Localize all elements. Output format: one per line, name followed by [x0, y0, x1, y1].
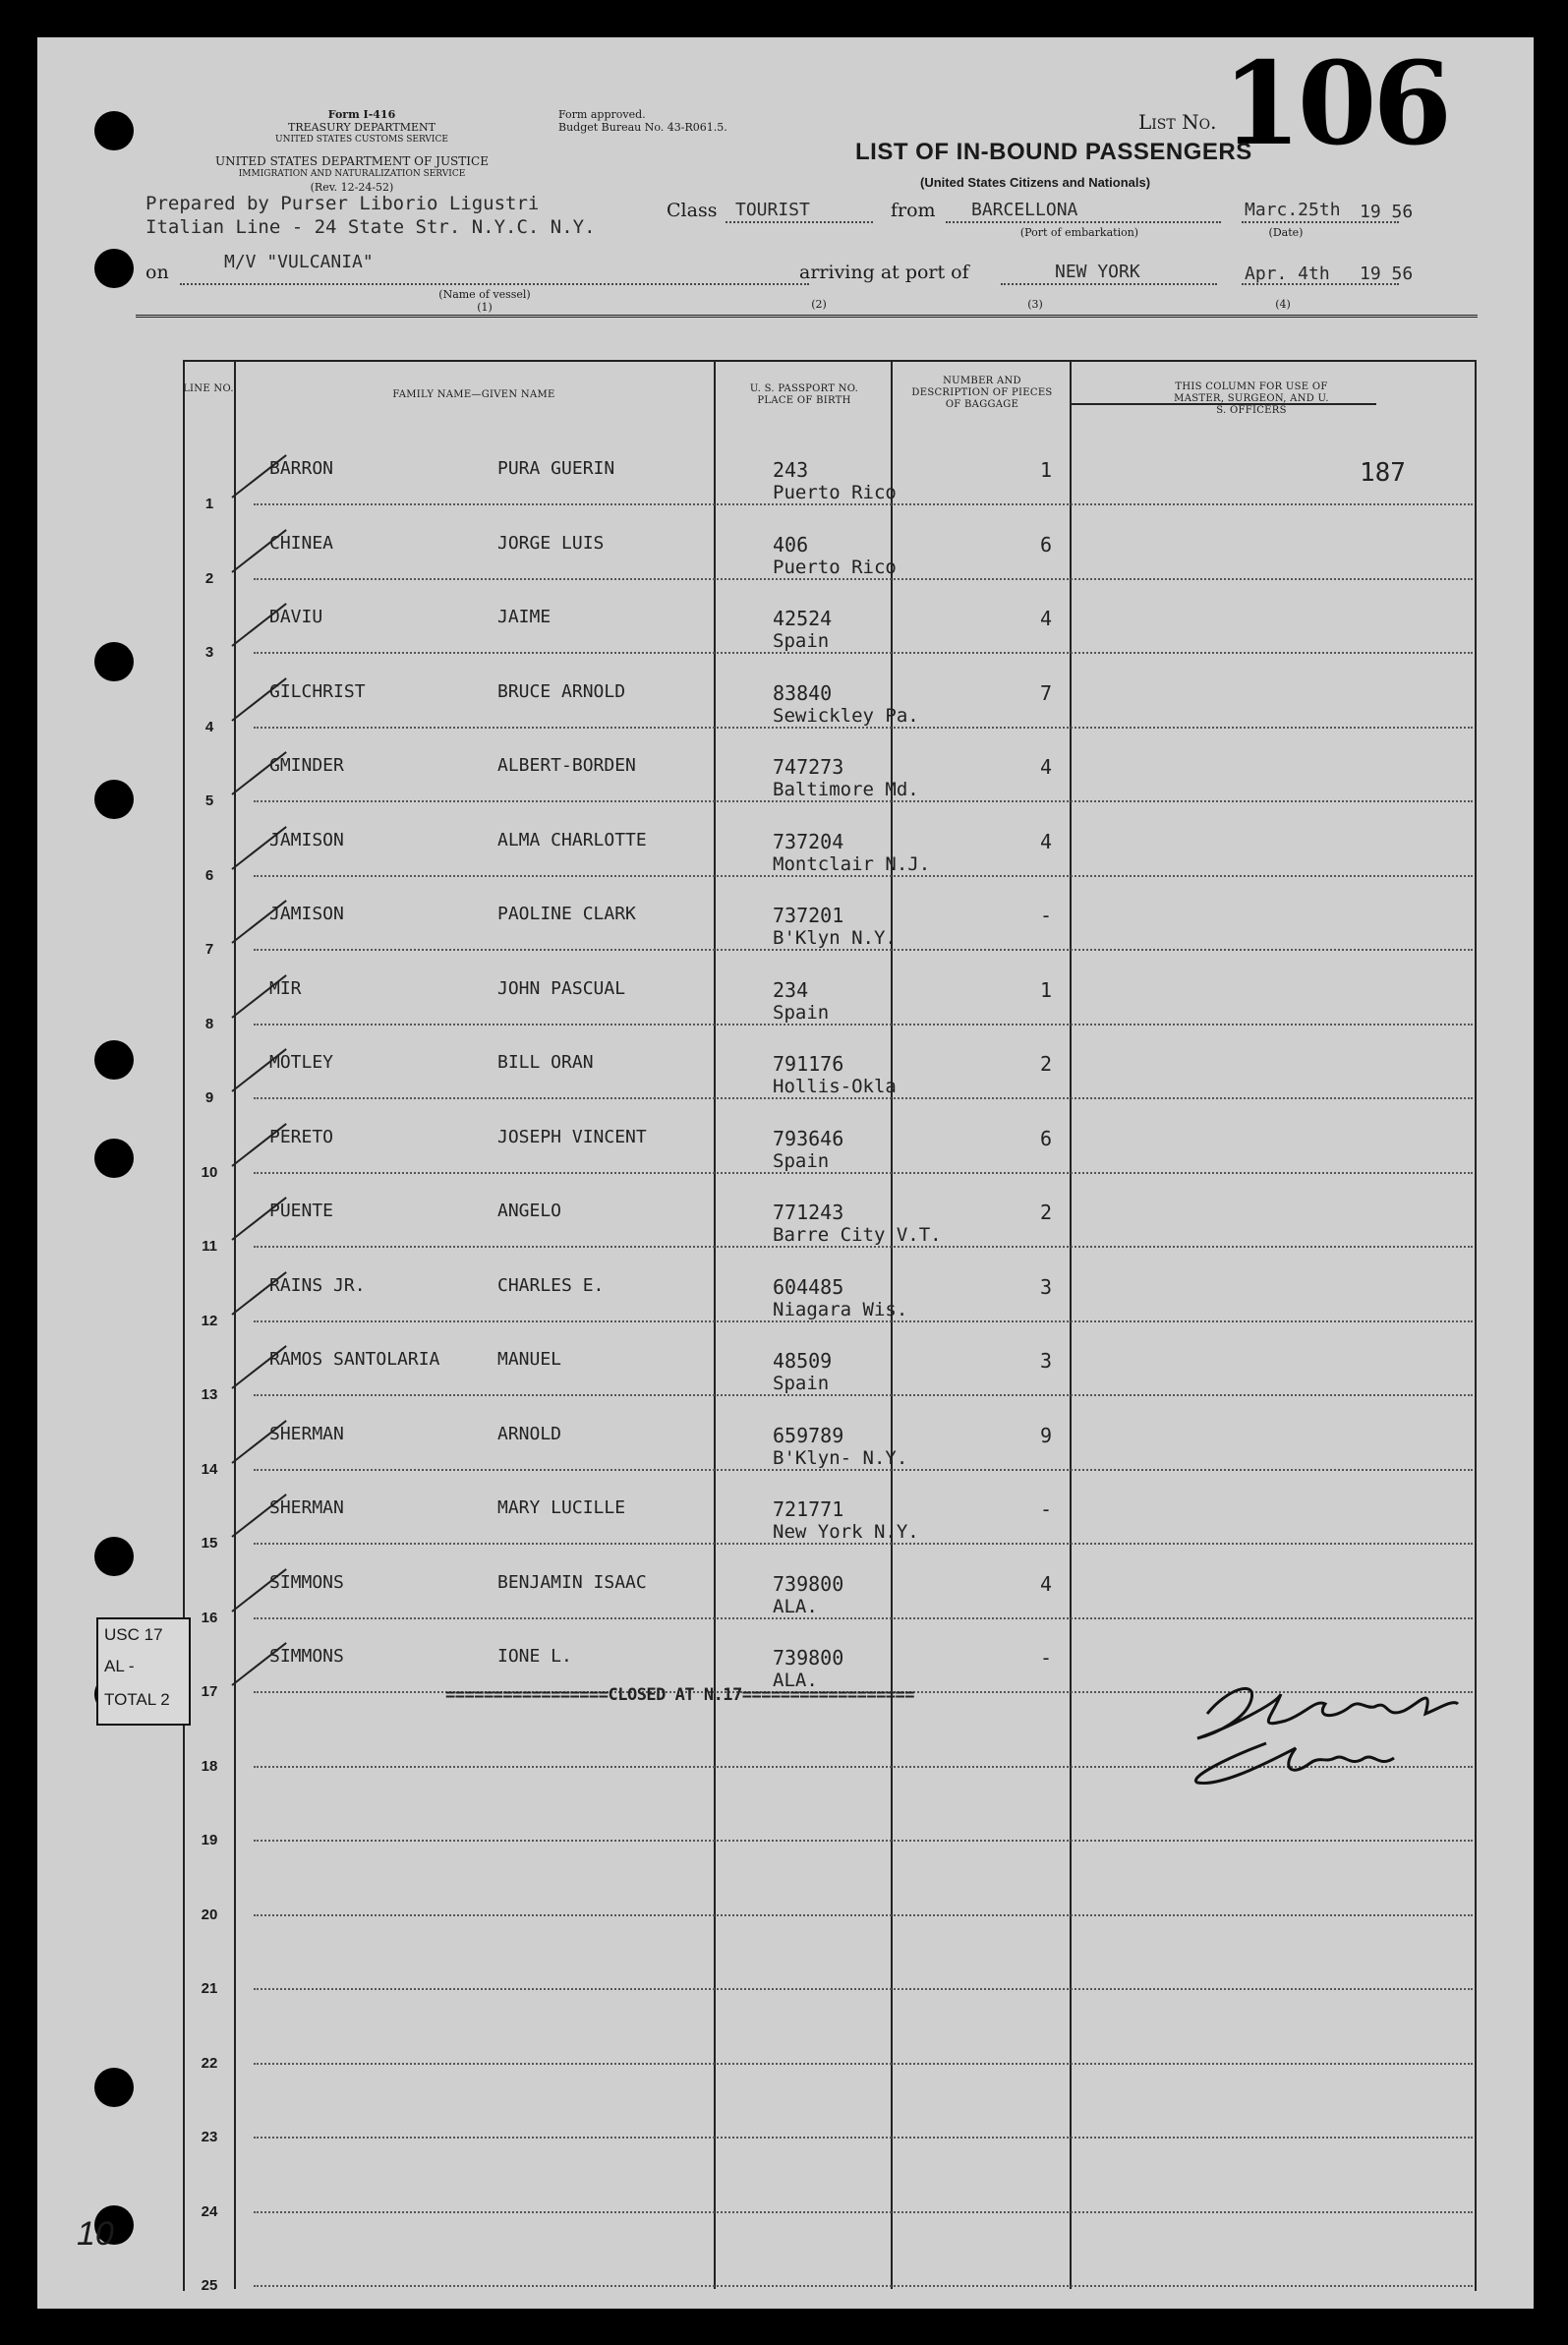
row-divider [254, 1469, 1473, 1471]
row-divider [254, 1543, 1473, 1545]
family-name: MOTLEY [269, 1052, 334, 1073]
closing-line: =================CLOSED AT N.17================== [445, 1685, 915, 1705]
place-of-birth: Spain [773, 630, 830, 652]
given-name: ANGELO [497, 1201, 562, 1221]
place-of-birth: Hollis-Okla [773, 1076, 897, 1097]
line-number: 3 [204, 644, 214, 661]
given-name: IONE L. [497, 1646, 572, 1667]
family-name: RAINS JR. [269, 1274, 366, 1296]
class-dotline [726, 221, 873, 223]
line-number: 22 [201, 2054, 218, 2072]
place-of-birth: ALA. [773, 1670, 818, 1691]
given-name: BRUCE ARNOLD [497, 680, 626, 702]
port-of-embarkation: BARCELLONA [971, 200, 1078, 220]
family-name: SHERMAN [269, 1497, 344, 1518]
line-number: 18 [201, 1757, 218, 1775]
port-caption: (Port of embarkation) [1019, 226, 1139, 239]
passport-number: 771243 [773, 1201, 844, 1224]
vessel-caption [411, 288, 558, 314]
caption-2: (2) [811, 298, 827, 311]
punch-hole [94, 249, 134, 288]
row-divider [254, 1320, 1473, 1322]
family-name: DAVIU [269, 607, 323, 627]
line-number: 20 [201, 1905, 218, 1923]
place-of-birth: Montclair N.J. [773, 852, 931, 875]
row-divider [254, 578, 1473, 580]
approval-block [558, 108, 804, 134]
line-number: 25 [201, 2277, 218, 2294]
col-header-line: LINE NO. [183, 383, 234, 394]
class-label: Class [667, 200, 718, 221]
col-divider [1070, 360, 1072, 2289]
page-subtitle: (United States Citizens and Nationals) [920, 175, 1151, 190]
punch-hole [94, 1139, 134, 1178]
manifest-page [37, 37, 1534, 2309]
family-name: GMINDER [269, 755, 344, 776]
row-divider [254, 949, 1473, 951]
given-name: PAOLINE CLARK [497, 904, 636, 924]
form-header [214, 108, 509, 147]
place-of-birth: Spain [773, 1149, 830, 1172]
given-name: ARNOLD [497, 1423, 562, 1444]
place-of-birth: New York N.Y. [773, 1521, 919, 1543]
given-name: ALBERT-BORDEN [497, 755, 636, 776]
caption-4: (4) [1275, 298, 1291, 311]
passenger-table [183, 360, 1477, 2291]
family-name: PUENTE [269, 1201, 334, 1221]
family-name: SHERMAN [269, 1423, 344, 1444]
given-name: MARY LUCILLE [497, 1497, 626, 1518]
baggage-count: 4 [1040, 755, 1053, 779]
given-name: JOSEPH VINCENT [497, 1126, 647, 1147]
baggage-count: 1 [1040, 458, 1053, 482]
family-name: RAMOS SANTOLARIA [269, 1349, 440, 1370]
col-header-baggage: NUMBER AND DESCRIPTION OF PIECES OF BAGGAGE [911, 376, 1053, 410]
baggage-count: 3 [1040, 1274, 1053, 1299]
row-divider [254, 1988, 1473, 1990]
place-of-birth: ALA. [773, 1595, 818, 1617]
caption-3: (3) [1027, 298, 1043, 311]
passport-number: 737204 [773, 829, 844, 853]
baggage-count: 2 [1040, 1201, 1053, 1224]
line-number: 8 [204, 1015, 214, 1032]
row-divider [254, 503, 1473, 505]
vessel-dotline [180, 283, 809, 285]
arrival-port-dotline [1001, 283, 1217, 285]
from-dotline [946, 221, 1221, 223]
treasury-label: TREASURY DEPARTMENT [288, 121, 436, 134]
passport-number: 791176 [773, 1052, 844, 1076]
arrival-port: NEW YORK [1055, 262, 1140, 282]
row-divider [254, 652, 1473, 654]
passport-number: 48509 [773, 1349, 833, 1373]
prepared-by: Prepared by Purser Liborio Ligustri [145, 193, 540, 214]
line-number: 4 [204, 718, 214, 735]
line-number: 7 [204, 941, 214, 958]
place-of-birth: Spain [773, 1373, 830, 1394]
doj-header [145, 155, 558, 194]
punch-hole [94, 642, 134, 681]
baggage-count: 4 [1040, 829, 1053, 853]
passport-number: 604485 [773, 1274, 844, 1299]
place-of-birth: Spain [773, 1001, 830, 1024]
arrival-date: Apr. 4th [1245, 264, 1330, 284]
revision-label: (Rev. 12-24-52) [310, 181, 394, 194]
punch-hole [94, 780, 134, 819]
baggage-count: 3 [1040, 1349, 1053, 1373]
list-no-label: List No. [1138, 110, 1217, 134]
place-of-birth: Baltimore Md. [773, 779, 919, 800]
row-divider [254, 1097, 1473, 1099]
col-header-officers: THIS COLUMN FOR USE OF MASTER, SURGEON, AND U. S. OFFICERS [1174, 381, 1329, 416]
family-name: SIMMONS [269, 1646, 344, 1667]
passport-number: 406 [773, 532, 809, 557]
arrival-year: 19 56 [1360, 264, 1414, 284]
place-of-birth: B'Klyn N.Y. [773, 927, 897, 949]
line-number: 15 [201, 1535, 218, 1552]
line-number: 2 [204, 569, 214, 587]
page-title: LIST OF IN-BOUND PASSENGERS [855, 139, 1252, 165]
customs-label: UNITED STATES CUSTOMS SERVICE [275, 135, 448, 145]
punch-hole [94, 111, 134, 150]
baggage-count: 7 [1040, 680, 1053, 705]
family-name: CHINEA [269, 532, 334, 554]
line-number: 13 [201, 1386, 218, 1403]
vessel-caption-text: (Name of vessel) [438, 288, 531, 301]
passport-number: 721771 [773, 1497, 844, 1521]
line-number: 9 [204, 1089, 214, 1106]
row-divider [254, 2137, 1473, 2139]
tally-total: TOTAL 2 [104, 1690, 170, 1709]
line-number: 6 [204, 866, 214, 884]
place-of-birth: Puerto Rico [773, 556, 897, 578]
passport-number: 83840 [773, 680, 833, 705]
punch-hole [94, 2068, 134, 2107]
tally-al: AL - [104, 1657, 135, 1675]
punch-hole [94, 1040, 134, 1080]
place-of-birth: Sewickley Pa. [773, 704, 919, 727]
ins-label: IMMIGRATION AND NATURALIZATION SERVICE [238, 169, 466, 179]
form-number: Form I-416 [327, 108, 396, 121]
row-divider [254, 875, 1473, 877]
line-number: 10 [201, 1163, 218, 1181]
col-header-passport: U. S. PASSPORT NO. PLACE OF BIRTH [749, 383, 859, 406]
passport-number: 793646 [773, 1126, 844, 1150]
family-name: GILCHRIST [269, 680, 366, 702]
given-name: PURA GUERIN [497, 458, 615, 479]
row-divider [254, 1394, 1473, 1396]
row-divider [254, 1172, 1473, 1174]
shipping-line: Italian Line - 24 State Str. N.Y.C. N.Y. [145, 216, 596, 238]
form-approved: Form approved. [558, 108, 646, 121]
date-caption: (Date) [1268, 226, 1304, 239]
passport-number: 234 [773, 977, 809, 1002]
row-divider [254, 1840, 1473, 1842]
family-name: PERETO [269, 1126, 334, 1147]
place-of-birth: B'Klyn- N.Y. [773, 1446, 908, 1469]
row-divider [254, 727, 1473, 729]
place-of-birth: Puerto Rico [773, 482, 897, 503]
on-label: on [145, 262, 169, 283]
budget-bureau: Budget Bureau No. 43-R061.5. [558, 121, 727, 134]
baggage-count: 2 [1040, 1052, 1053, 1076]
family-name: SIMMONS [269, 1571, 344, 1593]
family-name: BARRON [269, 458, 334, 479]
passport-number: 739800 [773, 1646, 844, 1670]
place-of-birth: Barre City V.T. [773, 1224, 942, 1246]
given-name: JAIME [497, 607, 552, 627]
row-divider [254, 1024, 1473, 1026]
passport-number: 739800 [773, 1571, 844, 1596]
doj-label: UNITED STATES DEPARTMENT OF JUSTICE [215, 154, 489, 168]
row-divider [254, 2285, 1473, 2287]
baggage-count: 1 [1040, 977, 1053, 1002]
from-label: from [891, 200, 936, 221]
line-number: 1 [204, 496, 214, 512]
col-divider [891, 360, 893, 2289]
line-number: 16 [201, 1609, 218, 1626]
given-name: CHARLES E. [497, 1274, 605, 1296]
baggage-count: 4 [1040, 607, 1053, 630]
baggage-count: 9 [1040, 1423, 1053, 1447]
given-name: ALMA CHARLOTTE [497, 829, 647, 850]
tally-box [96, 1617, 191, 1726]
line-number: 19 [201, 1832, 218, 1848]
baggage-count: 6 [1040, 1126, 1053, 1150]
line-number: 24 [201, 2202, 218, 2220]
tally-usc: USC 17 [104, 1625, 163, 1644]
given-name: BILL ORAN [497, 1052, 594, 1073]
row-divider [254, 2063, 1473, 2065]
col-divider [714, 360, 716, 2289]
passport-number: 659789 [773, 1423, 844, 1447]
baggage-count: - [1040, 1497, 1053, 1521]
baggage-count: 6 [1040, 532, 1053, 557]
family-name: JAMISON [269, 829, 344, 850]
family-name: JAMISON [269, 904, 344, 924]
officer-signature [1168, 1660, 1541, 1807]
given-name: JORGE LUIS [497, 532, 605, 554]
passport-number: 737201 [773, 904, 844, 927]
row-divider [254, 1617, 1473, 1619]
margin-note: 10 [77, 2215, 114, 2253]
baggage-count: - [1040, 904, 1053, 927]
line-number: 11 [202, 1238, 217, 1255]
departure-year: 19 56 [1360, 202, 1414, 222]
baggage-count: 4 [1040, 1571, 1053, 1596]
class-value: TOURIST [735, 200, 810, 220]
baggage-count: - [1040, 1646, 1053, 1670]
passport-number: 243 [773, 458, 809, 482]
punch-hole [94, 1537, 134, 1576]
col-header-name: FAMILY NAME—GIVEN NAME [392, 389, 555, 400]
header-rule [136, 315, 1478, 318]
line-number: 21 [201, 1980, 218, 1997]
vessel-name: M/V "VULCANIA" [224, 252, 374, 272]
line-number: 17 [201, 1683, 218, 1700]
given-name: BENJAMIN ISAAC [497, 1571, 647, 1593]
officer-note: 187 [1360, 458, 1406, 488]
given-name: JOHN PASCUAL [497, 977, 626, 999]
caption-1: (1) [477, 301, 493, 314]
row-divider [254, 1246, 1473, 1248]
row-divider [254, 1914, 1473, 1916]
list-number: 106 [1222, 37, 1449, 171]
family-name: MIR [269, 977, 302, 999]
given-name: MANUEL [497, 1349, 562, 1370]
passport-number: 42524 [773, 607, 833, 630]
line-number: 12 [201, 1312, 218, 1329]
departure-date: Marc.25th [1245, 200, 1341, 220]
line-number: 5 [204, 792, 214, 809]
line-number: 23 [201, 2129, 218, 2145]
passport-number: 747273 [773, 755, 844, 779]
row-divider [254, 2211, 1473, 2213]
place-of-birth: Niagara Wis. [773, 1298, 908, 1320]
col-divider [234, 360, 236, 2289]
row-divider [254, 800, 1473, 802]
arriving-label: arriving at port of [799, 262, 969, 283]
line-number: 14 [201, 1460, 218, 1478]
